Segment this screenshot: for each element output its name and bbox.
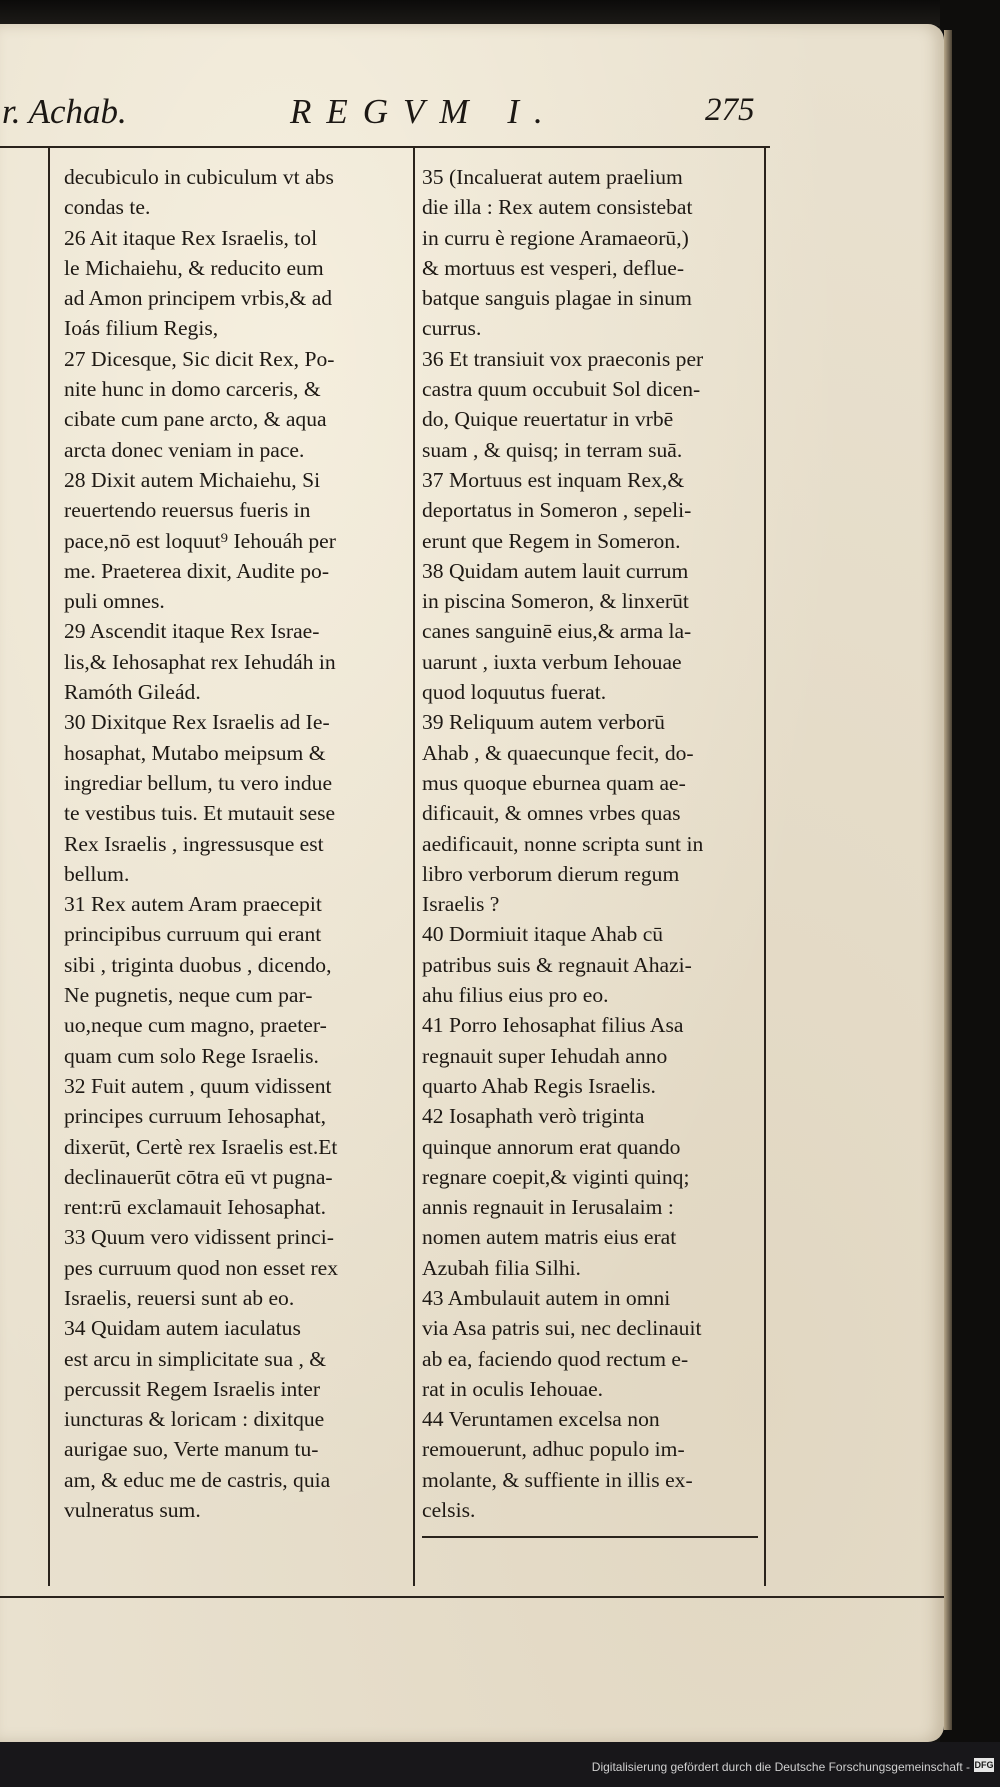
verse-36: 36 Et transiuit vox praeconis per castra quum occubuit Sol dicen- do, Quique reuertatur in vrbē suam , & quisq; in terram suā. — [422, 346, 704, 462]
left-column — [64, 162, 408, 1525]
verse-30: 30 Dixitque Rex Israelis ad Ie- hosaphat, Mutabo meipsum & ingrediar bellum, tu vero indue te vestibus tuis. Et mutauit sese Rex Israelis , ingressusque est bellum. — [64, 710, 336, 886]
verse-44: 44 Veruntamen excelsa non remouerunt, adhuc populo im- molante, & suffiente in illis ex- celsis. — [422, 1407, 693, 1523]
verse-38: 38 Quidam autem lauit currum in piscina Someron, & linxerūt canes sanguinē eius,& arma la- uarunt , iuxta verbum Iehouae quod loquutus fuerat. — [422, 558, 692, 705]
running-head — [0, 92, 944, 142]
verse-43: 43 Ambulauit autem in omni via Asa patris sui, nec declinauit ab ea, faciendo quod rectum e- rat in oculis Iehouae. — [422, 1285, 702, 1401]
footer-credit: Digitalisierung gefördert durch die Deutsche Forschungsgemeinschaft - — [591, 1760, 970, 1774]
verse-42: 42 Iosaphath verò triginta quinque annorum erat quando regnare coepit,& viginti quinq; annis regnauit in Ierusalaim : nomen autem matris eius erat Azubah filia Silhi. — [422, 1104, 690, 1280]
right-column — [422, 162, 762, 1525]
column-divider-rule — [413, 146, 415, 1586]
verse-28: 28 Dixit autem Michaiehu, Si reuertendo reuersus fueris in pace,nō est loquut⁹ Iehouáh per me. Praeterea dixit, Audite po- puli omnes. — [64, 467, 336, 614]
verse-39: 39 Reliquum autem verborū Ahab , & quaecunque fecit, do- mus quoque eburnea quam ae- dificauit, & omnes vrbes quas aedificauit, nonne scripta sunt in libro verborum dierum regum Israelis ? — [422, 710, 704, 917]
left-border-rule — [48, 146, 50, 1586]
verse-31: 31 Rex autem Aram praecepit principibus curruum qui erant sibi , triginta duobus , dicendo, Ne pugnetis, neque cum par- uo,neque cum magno, praeter- quam cum solo Rege Israelis. — [64, 892, 332, 1068]
verse-27: 27 Dicesque, Sic dicit Rex, Po- nite hunc in domo carceris, & cibate cum pane arcto, & aqua arcta donec veniam in pace. — [64, 346, 335, 462]
verse-32: 32 Fuit autem , quum vidissent principes curruum Iehosaphat, dixerūt, Certè rex Israelis est.Et declinauerūt cōtra eū vt pugna- rent:rū exclamauit Iehosaphat. — [64, 1073, 338, 1220]
running-head-left: r. Achab. — [2, 92, 127, 131]
running-head-title: REGVM I. — [290, 92, 558, 131]
dfg-logo: DFG — [974, 1760, 994, 1770]
verse-37: 37 Mortuus est inquam Rex,& deportatus in Someron , sepeli- erunt que Regem in Someron. — [422, 467, 692, 553]
verse-40: 40 Dormiuit itaque Ahab cū patribus suis & regnauit Ahazi- ahu filius eius pro eo. — [422, 922, 692, 1008]
verse-35: 35 (Incaluerat autem praelium die illa : Rex autem consistebat in curru è regione Aramaeorū,) & mortuus est vesperi, deflue- batque sanguis plagae in sinum currus. — [422, 165, 693, 341]
page-number: 275 — [705, 92, 755, 128]
verse-41: 41 Porro Iehosaphat filius Asa regnauit super Iehudah anno quarto Ahab Regis Israelis. — [422, 1013, 684, 1098]
bottom-rule — [0, 1596, 944, 1598]
verse-33: 33 Quum vero vidissent princi- pes curruum quod non esset rex Israelis, reuersi sunt ab eo. — [64, 1225, 339, 1310]
verse-block: decubiculo in cubiculum vt abs condas te. — [64, 165, 334, 220]
header-rule — [0, 146, 770, 148]
right-border-rule — [764, 146, 766, 1586]
scanner-background-top — [0, 0, 1000, 26]
right-column-end-rule — [422, 1536, 758, 1538]
verse-26: 26 Ait itaque Rex Israelis, tol le Michaiehu, & reducito eum ad Amon principem vrbis,& ad Ioás filium Regis, — [64, 225, 333, 341]
verse-29: 29 Ascendit itaque Rex Israe- lis,& Iehosaphat rex Iehudáh in Ramóth Gileád. — [64, 619, 336, 705]
page-edge — [944, 30, 952, 1730]
verse-34: 34 Quidam autem iaculatus est arcu in simplicitate sua , & percussit Regem Israelis inter iuncturas & loricam : dixitque aurigae suo, Verte manum tu- am, & educ me de castris, quia vulneratus sum. — [64, 1316, 331, 1523]
